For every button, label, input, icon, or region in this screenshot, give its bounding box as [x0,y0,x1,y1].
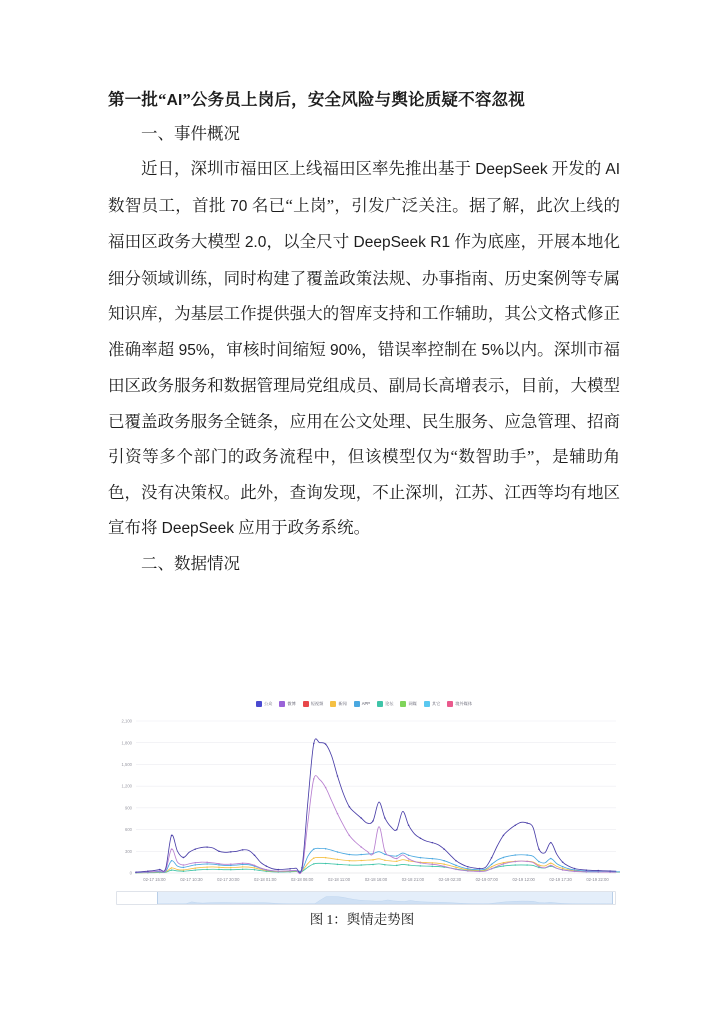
data-point [384,854,386,856]
data-point [230,869,232,871]
data-point [515,864,517,866]
data-point [586,871,588,873]
data-point [325,743,327,745]
data-point [443,866,445,868]
data-point [337,813,339,815]
data-point [360,817,362,819]
data-point [586,869,588,871]
datazoom-sparkline [158,892,612,904]
y-axis-tick-label: 1,200 [121,783,132,789]
x-axis-tick-label: 02-19 02:30 [438,877,462,882]
data-point [349,854,351,856]
x-axis-tick-label: 02-19 12:00 [512,877,535,882]
data-point [467,870,469,872]
data-point [396,855,398,857]
data-point [526,861,528,863]
data-point [396,858,398,860]
legend-label: APP [361,701,371,706]
data-point [455,869,457,871]
data-point [491,857,493,859]
data-point [183,869,185,871]
datazoom-track[interactable] [116,891,616,905]
data-point [206,862,208,864]
x-axis-tick-label: 02-17 15:00 [143,877,166,882]
data-point [230,867,232,869]
data-point [372,853,374,855]
y-axis-tick-label: 0 [129,870,132,876]
legend-label: 境外媒体 [455,701,473,706]
data-point [384,817,386,819]
chart-plot-area [108,715,620,877]
data-point [562,866,564,868]
data-point [195,869,197,871]
datazoom-window[interactable] [157,892,613,904]
data-point [562,861,564,863]
data-point [432,866,434,868]
data-point [254,869,256,871]
data-point [455,865,457,867]
data-point [503,865,505,867]
data-point [360,854,362,856]
legend-item[interactable] [330,701,346,707]
legend-item[interactable] [424,701,440,707]
data-point [325,848,327,850]
chart-datazoom-slider[interactable] [108,891,620,905]
data-point [360,860,362,862]
data-point [372,859,374,861]
data-point [384,864,386,866]
series-新闻 [135,857,620,874]
data-point [479,869,481,871]
data-point [242,866,244,868]
data-point [443,860,445,862]
data-point [337,864,339,866]
data-point [420,857,422,859]
legend-swatch-icon [256,701,262,707]
x-axis-tick-label: 02-19 17:30 [549,877,572,882]
data-point [455,860,457,862]
data-point [408,855,410,857]
data-point [443,848,445,850]
data-point [432,862,434,864]
data-point [254,865,256,867]
data-point [313,857,315,859]
datazoom-area [158,897,612,904]
x-axis-tick-label: 02-17 10:30 [180,877,203,882]
data-point [609,870,611,872]
data-point [420,862,422,864]
data-point [491,864,493,866]
data-point [289,870,291,872]
data-point [277,869,279,871]
data-point [337,859,339,861]
data-point [277,870,279,872]
x-axis-tick-label: 02-18 11:00 [328,877,351,882]
x-axis-tick-label: 02-19 22:00 [586,877,609,882]
legend-swatch-icon [330,701,336,707]
document-body [108,86,620,581]
data-point [337,851,339,853]
data-point [384,851,386,853]
x-axis-tick-label: 02-17 20:00 [217,877,240,882]
data-point [349,835,351,837]
legend-swatch-icon [354,701,360,707]
data-point [147,870,149,872]
data-point [325,863,327,865]
data-point [360,864,362,866]
data-point [384,860,386,862]
data-point [503,835,505,837]
data-point [325,787,327,789]
data-point [242,862,244,864]
data-point [206,846,208,848]
data-point [183,864,185,866]
data-point [218,851,220,853]
legend-item[interactable] [377,701,393,707]
data-point [467,868,469,870]
data-point [491,866,493,868]
data-point [313,863,315,865]
data-point [396,865,398,867]
figure-sentiment-trend [108,694,620,899]
data-point [195,862,197,864]
data-point [515,824,517,826]
x-axis-tick-label: 02-18 06:00 [290,877,314,882]
data-point [420,865,422,867]
data-point [313,848,315,850]
data-point [515,854,517,856]
data-point [467,866,469,868]
data-point [218,866,220,868]
x-axis-tick-label: 02-18 01:00 [254,877,277,882]
legend-item[interactable] [279,701,295,707]
data-point [503,857,505,859]
data-point [242,849,244,851]
chart-x-axis [108,877,620,889]
data-point [289,868,291,870]
data-point [313,778,315,780]
data-point [254,855,256,857]
data-point [360,846,362,848]
y-axis-tick-label: 1,500 [121,762,132,768]
legend-swatch-icon [424,701,430,707]
data-point [325,857,327,859]
data-point [206,863,208,865]
data-point [432,858,434,860]
data-point [550,865,552,867]
data-point [408,864,410,866]
data-point [550,842,552,844]
data-point [515,861,517,863]
data-point [420,838,422,840]
data-point [195,848,197,850]
data-point [408,824,410,826]
legend-label: 短视频 [310,701,324,706]
data-point [218,869,220,871]
legend-item[interactable] [354,701,370,707]
data-point [313,743,315,745]
data-point [408,860,410,862]
data-point [372,864,374,866]
figure-caption: 图 1：舆情走势图 [309,912,415,927]
data-point [550,862,552,864]
data-point [254,867,256,869]
data-point [171,835,173,837]
chart-legend [108,694,620,711]
data-point [301,867,303,869]
legend-swatch-icon [377,701,383,707]
data-point [171,869,173,871]
data-point [171,867,173,869]
data-point [206,869,208,871]
data-point [479,868,481,870]
data-point [183,867,185,869]
data-point [135,871,137,873]
data-point [171,860,173,862]
data-point [372,820,374,822]
data-point [538,866,540,868]
data-point [597,870,599,872]
legend-swatch-icon [279,701,285,707]
data-point [183,857,185,859]
chart-card [108,694,620,899]
data-point [479,871,481,873]
legend-label: 微博 [287,701,296,706]
data-point [349,860,351,862]
data-point [171,848,173,850]
data-point [337,775,339,777]
data-point [349,864,351,866]
data-point [538,848,540,850]
legend-swatch-icon [447,701,453,707]
paragraph-event-overview: 近日，深圳市福田区上线福田区率先推出基于 DeepSeek 开发的 AI 数智员工，首批 70 名已“上岗”，引发广泛关注。据了解，此次上线的 福田区政务大模型 2.0，以全尺寸 DeepSeek R1 作为底座，开展本地化细分领域训练，同时构建了覆盖政策法规、办事指南、历史案例等专属知识库，为基层工作提供强大的智库支持和工作辅助，其公文格式修正准确率超 95%，审核时间缩短 90%，错误率控制在 5%以内。深圳市福田区政务服务和数据管理局党组成员、副局长高增表示，目前，大模型已覆盖政务服务全链条，应用在公文处理、民生服务、应急管理、招商引资等多个部门的政务流程中，但该模型仅为“数智助手”，是辅助角色，没有决策权。此外，查询发现，不止深圳，江苏、江西等均有地区宣布将 DeepSeek 应用于政务系统。 [108,159,621,537]
legend-label: 新闻 [338,701,347,706]
legend-item[interactable] [447,701,472,707]
data-point [455,866,457,868]
section-heading-1: 一、事件概况 [141,124,240,143]
data-point [597,871,599,873]
data-point [159,870,161,872]
data-point [432,842,434,844]
data-point [574,868,576,870]
data-point [443,863,445,865]
data-point [408,858,410,860]
data-point [266,869,268,871]
y-axis-tick-label: 1,800 [121,740,132,746]
data-point [538,861,540,863]
data-point [574,871,576,873]
x-axis-tick-label: 02-18 21:00 [401,877,425,882]
data-point [195,867,197,869]
data-point [242,868,244,870]
data-point [396,829,398,831]
series-line [136,857,620,872]
y-axis-tick-label: 300 [125,848,132,854]
data-point [432,864,434,866]
data-point [195,864,197,866]
data-point [503,863,505,865]
page-title: 第一批“AI”公务员上岗后，安全风险与舆论质疑不容忽视 [108,90,525,109]
x-axis-tick-label: 02-18 16:00 [364,877,388,882]
data-point [574,869,576,871]
data-point [349,806,351,808]
legend-label: 其它 [431,701,441,706]
data-point [550,858,552,860]
legend-label: 公众 [263,701,273,706]
legend-swatch-icon [400,701,406,707]
line-chart-svg [108,715,620,877]
data-point [230,851,232,853]
y-axis-tick-label: 2,100 [121,718,132,724]
x-axis-tick-label: 02-19 07:00 [475,877,498,882]
legend-item[interactable] [256,701,272,707]
legend-label: 论坛 [385,701,394,706]
data-point [538,864,540,866]
legend-item[interactable] [303,701,324,707]
data-point [206,866,208,868]
legend-swatch-icon [303,701,309,707]
data-point [526,822,528,824]
data-point [526,854,528,856]
data-point [266,865,268,867]
legend-label: 网媒 [408,701,417,706]
data-point [562,869,564,871]
data-point [159,869,161,871]
section-heading-2: 二、数据情况 [141,553,240,573]
data-point [230,863,232,865]
data-point [218,863,220,865]
data-point [526,864,528,866]
data-point [396,861,398,863]
legend-item[interactable] [400,701,416,707]
data-point [491,868,493,870]
y-axis-tick-label: 900 [125,805,132,811]
y-axis-tick-label: 600 [125,827,132,833]
data-point [562,868,564,870]
